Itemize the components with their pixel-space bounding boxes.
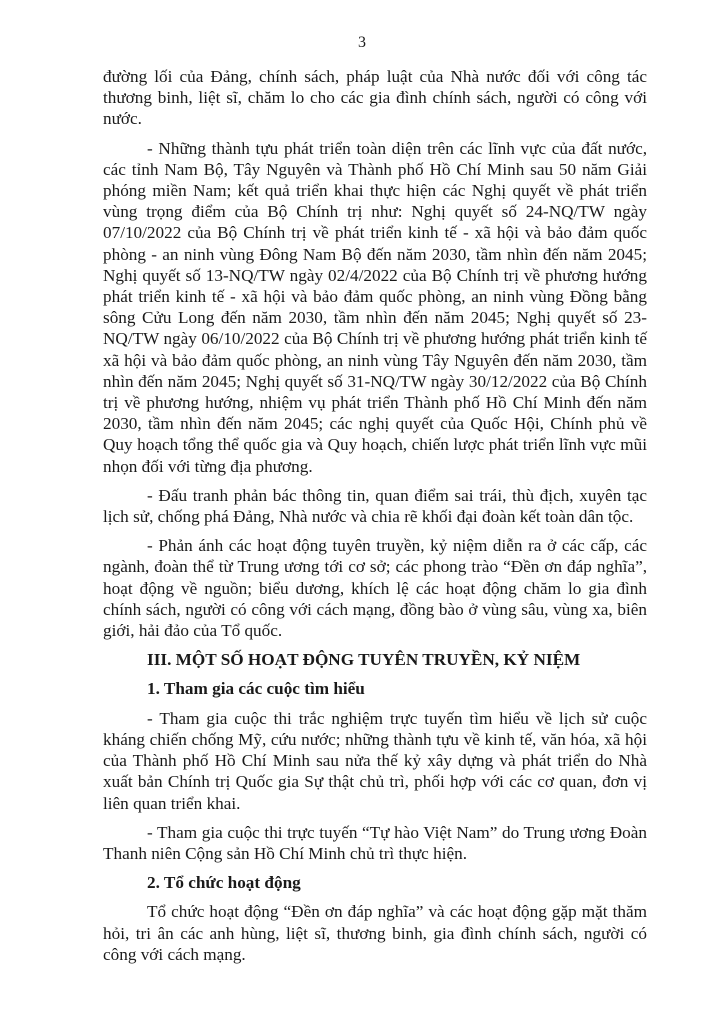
document-body <box>103 66 647 973</box>
page-number: 3 <box>358 34 366 51</box>
paragraph-reflect-activities: - Phản ánh các hoạt động tuyên truyền, kỷ niệm diễn ra ở các cấp, các ngành, đoàn thể từ Trung ương tới cơ sở; các phong trào “Đền ơn đáp nghĩa”, hoạt động về nguồn; biểu dương, khích lệ các hoạt động chăm lo gia đình chính sách, người có công với cách mạng, đồng bào ở vùng sâu, vùng xa, biên giới, hải đảo của Tổ quốc. <box>103 536 647 641</box>
paragraph-online-contest: - Tham gia cuộc thi trực tuyến “Tự hào Việt Nam” do Trung ương Đoàn Thanh niên Cộng sản Hồ Chí Minh chủ trì thực hiện. <box>103 822 647 863</box>
section-heading: III. MỘT SỐ HOẠT ĐỘNG TUYÊN TRUYỀN, KỶ NIỆM <box>147 650 581 670</box>
subsection-2-heading: 2. Tổ chức hoạt động <box>147 873 301 893</box>
paragraph-refute-misinformation: - Đấu tranh phản bác thông tin, quan điểm sai trái, thù địch, xuyên tạc lịch sử, chống phá Đảng, Nhà nước và chia rẽ khối đại đoàn kết toàn dân tộc. <box>103 485 647 527</box>
paragraph-achievements: - Những thành tựu phát triển toàn diện trên các lĩnh vực của đất nước, các tỉnh Nam Bộ, Tây Nguyên và Thành phố Hồ Chí Minh sau 50 năm Giải phóng miền Nam; kết quả triển khai thực hiện các Nghị quyết về phát triển vùng trọng điểm của Bộ Chính trị như: Nghị quyết số 24-NQ/TW ngày 07/10/2022 của Bộ Chính trị về phát triển kinh tế - xã hội và bảo đảm quốc phòng - an ninh vùng Đông Nam Bộ đến năm 2030, tầm nhìn đến năm 2045; Nghị quyết số 13-NQ/TW ngày 02/4/2022 của Bộ Chính trị về phương hướng phát triển kinh tế - xã hội và bảo đảm quốc phòng, an ninh vùng Đồng bằng sông Cửu Long đến năm 2030, tầm nhìn đến năm 2045; Nghị quyết số 23-NQ/TW ngày 06/10/2022 của Bộ Chính trị về phương hướng phát triển kinh tế xã hội và bảo đảm quốc phòng, an ninh vùng Tây Nguyên đến năm 2030, tầm nhìn đến năm 2045; Nghị quyết số 31-NQ/TW ngày 30/12/2022 của Bộ Chính trị về phương hướng, nhiệm vụ phát triển Thành phố Hồ Chí Minh đến năm 2030, tầm nhìn đến năm 2045; các nghị quyết của Quốc Hội, Chính phủ về Quy hoạch tổng thể quốc gia và Quy hoạch, chiến lược phát triển lĩnh vực mũi nhọn đối với từng địa phương. <box>103 138 647 476</box>
paragraph-quiz-contest: - Tham gia cuộc thi trắc nghiệm trực tuyến tìm hiểu về lịch sử cuộc kháng chiến chống Mỹ, cứu nước; những thành tựu về kinh tế, văn hóa, xã hội của Thành phố Hồ Chí Minh sau nửa thế kỷ xây dựng và phát triển do Nhà xuất bản Chính trị Quốc gia Sự thật chủ trì, phối hợp với các cơ quan, đơn vị liên quan triển khai. <box>103 708 647 813</box>
paragraph-organize-activities: Tổ chức hoạt động “Đền ơn đáp nghĩa” và các hoạt động gặp mặt thăm hỏi, tri ân các anh hùng, liệt sĩ, thương binh, gia đình chính sách, người có công với cách mạng. <box>103 902 647 964</box>
paragraph-continuation: đường lối của Đảng, chính sách, pháp luật của Nhà nước đối với công tác thương binh, liệt sĩ, chăm lo cho các gia đình chính sách, người có công với nước. <box>103 67 647 129</box>
subsection-1-heading: 1. Tham gia các cuộc tìm hiểu <box>147 679 365 699</box>
